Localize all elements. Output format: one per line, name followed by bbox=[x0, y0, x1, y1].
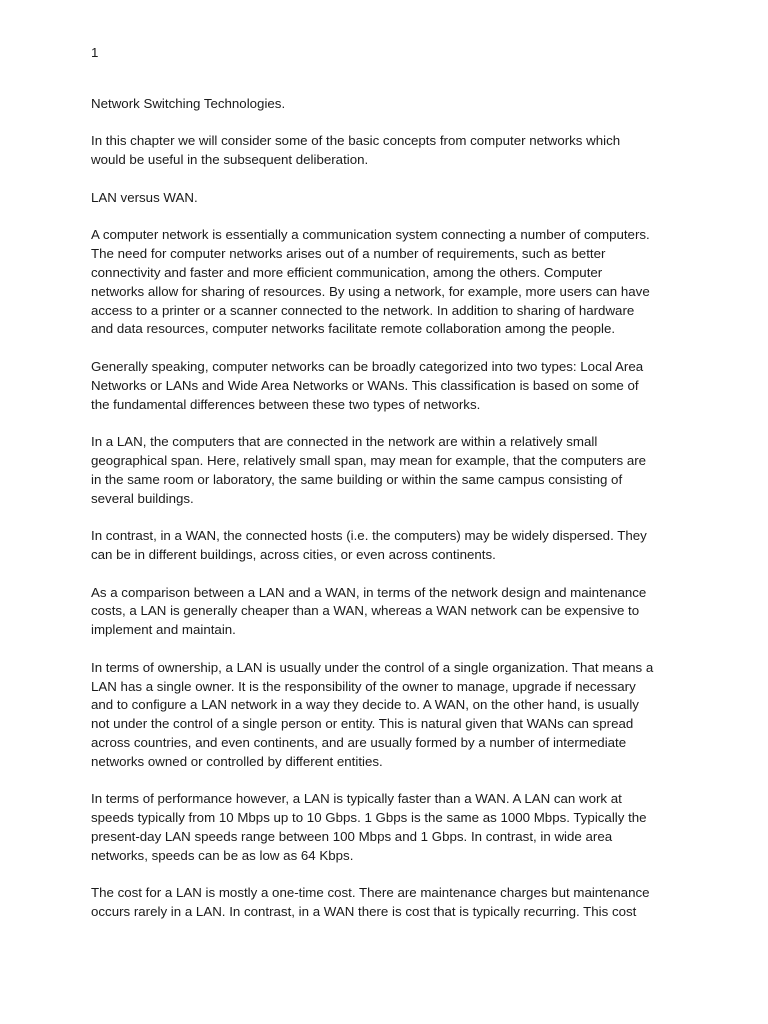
document-page bbox=[91, 44, 681, 941]
body-paragraph: Generally speaking, computer networks can be broadly categorized into two types: Local Area Networks or LANs and Wide Area Networks or WANs. This classification is based on some of the fundamental differences between these two types of networks. bbox=[91, 358, 644, 412]
section-heading: LAN versus WAN. bbox=[91, 189, 198, 205]
intro-paragraph: In this chapter we will consider some of the basic concepts from computer networks which would be useful in the subsequent deliberation. bbox=[91, 133, 621, 168]
chapter-title: Network Switching Technologies. bbox=[91, 95, 286, 111]
body-paragraph: In terms of ownership, a LAN is usually under the control of a single organization. That means a LAN has a single owner. It is the responsibility of the owner to manage, upgrade if necessary and to configure a LAN network in a way they decide to. A WAN, on the other hand, is usually not under the control of a single person or entity. This is natural given that WANs can spread across countries, and even continents, and are usually formed by a number of intermediate networks owned or controlled by different entities. bbox=[91, 659, 654, 769]
body-paragraph: As a comparison between a LAN and a WAN, in terms of the network design and maintenance costs, a LAN is generally cheaper than a WAN, whereas a WAN network can be expensive to implement and maintain. bbox=[91, 584, 647, 638]
page-number: 1 bbox=[91, 45, 99, 60]
body-paragraph: In terms of performance however, a LAN is typically faster than a WAN. A LAN can work at speeds typically from 10 Mbps up to 10 Gbps. 1 Gbps is the same as 1000 Mbps. Typically the present-day LAN speeds range between 100 Mbps and 1 Gbps. In contrast, in wide area networks, speeds can be as low as 64 Kbps. bbox=[91, 791, 647, 863]
body-paragraph: A computer network is essentially a communication system connecting a number of computers. The need for computer networks arises out of a number of requirements, such as better connectivity and faster and more efficient communication, among the others. Computer networks allow for sharing of resources. By using a network, for example, more users can have access to a printer or a scanner connected to the network. In addition to sharing of hardware and data resources, computer networks facilitate remote collaboration among the people. bbox=[91, 227, 650, 337]
body-paragraph: In contrast, in a WAN, the connected hosts (i.e. the computers) may be widely dispersed. They can be in different buildings, across cities, or even across continents. bbox=[91, 528, 647, 562]
body-paragraph: The cost for a LAN is mostly a one-time cost. There are maintenance charges but maintenance occurs rarely in a LAN. In contrast, in a WAN there is cost that is typically recurring. This cost bbox=[91, 885, 650, 920]
body-paragraph: In a LAN, the computers that are connected in the network are within a relatively small geographical span. Here, relatively small span, may mean for example, that the computers are in the same room or laboratory, the same building or within the same campus consisting of several buildings. bbox=[91, 434, 647, 506]
